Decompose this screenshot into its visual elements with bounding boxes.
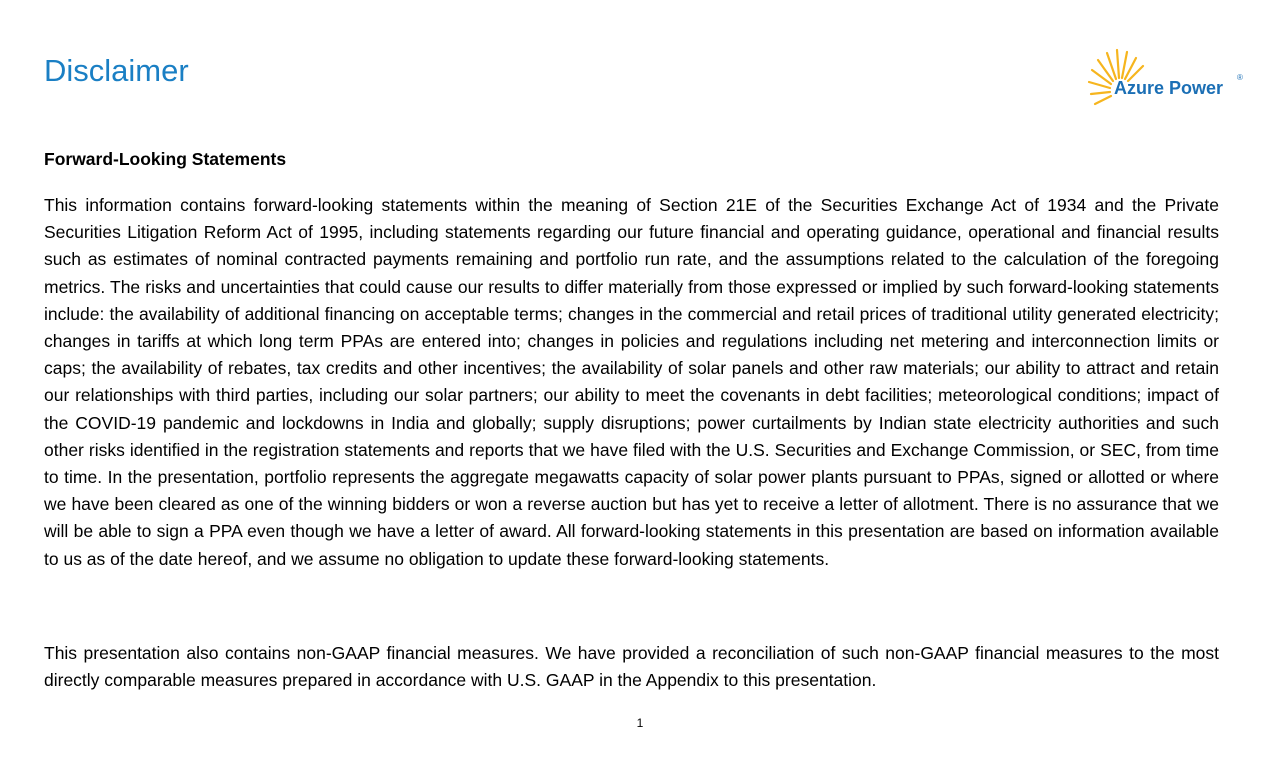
azure-power-logo: [1086, 48, 1246, 108]
logo-registered-mark: ®: [1237, 73, 1243, 82]
logo-brand-text: Azure Power: [1114, 78, 1224, 98]
non-gaap-paragraph: This presentation also contains non-GAAP financial measures. We have provided a reconciliation of such non-GAAP financial measures to the most directly comparable measures prepared in accordance with U.S. GAAP in the Appendix to this presentation.: [44, 643, 1219, 691]
page-number: 1: [636, 716, 644, 730]
page-title: Disclaimer: [44, 53, 189, 88]
forward-looking-paragraph: This information contains forward-looking statements within the meaning of Section 21E of the Securities Exchange Act of 1934 and the Private Securities Litigation Reform Act of 1995, including statements regarding our future financial and operating guidance, operational and financial results such as estimates of nominal contracted payments remaining and portfolio run rate, and the assumptions related to the calculation of the foregoing metrics. The risks and uncertainties that could cause our results to differ materially from those expressed or implied by such forward-looking statements include: the availability of additional financing on acceptable terms; changes in the commercial and retail prices of traditional utility generated electricity; changes in tariffs at which long term PPAs are entered into; changes in policies and regulations including net metering and interconnection limits or caps; the availability of rebates, tax credits and other incentives; the availability of solar panels and other raw materials; our ability to attract and retain our relationships with third parties, including our solar partners; our ability to meet the covenants in debt facilities; meteorological conditions; impact of the COVID-19 pandemic and lockdowns in India and globally; supply disruptions; power curtailments by Indian state electricity authorities and such other risks identified in the registration statements and reports that we have filed with the U.S. Securities and Exchange Commission, or SEC, from time to time. In the presentation, portfolio represents the aggregate megawatts capacity of solar power plants pursuant to PPAs, signed or allotted or where we have been cleared as one of the winning bidders or won a reverse auction but has yet to receive a letter of allotment. There is no assurance that we will be able to sign a PPA even though we have a letter of award. All forward-looking statements in this presentation are based on information available to us as of the date hereof, and we assume no obligation to update these forward-looking statements.: [44, 195, 1219, 569]
section-heading: Forward-Looking Statements: [44, 149, 287, 169]
